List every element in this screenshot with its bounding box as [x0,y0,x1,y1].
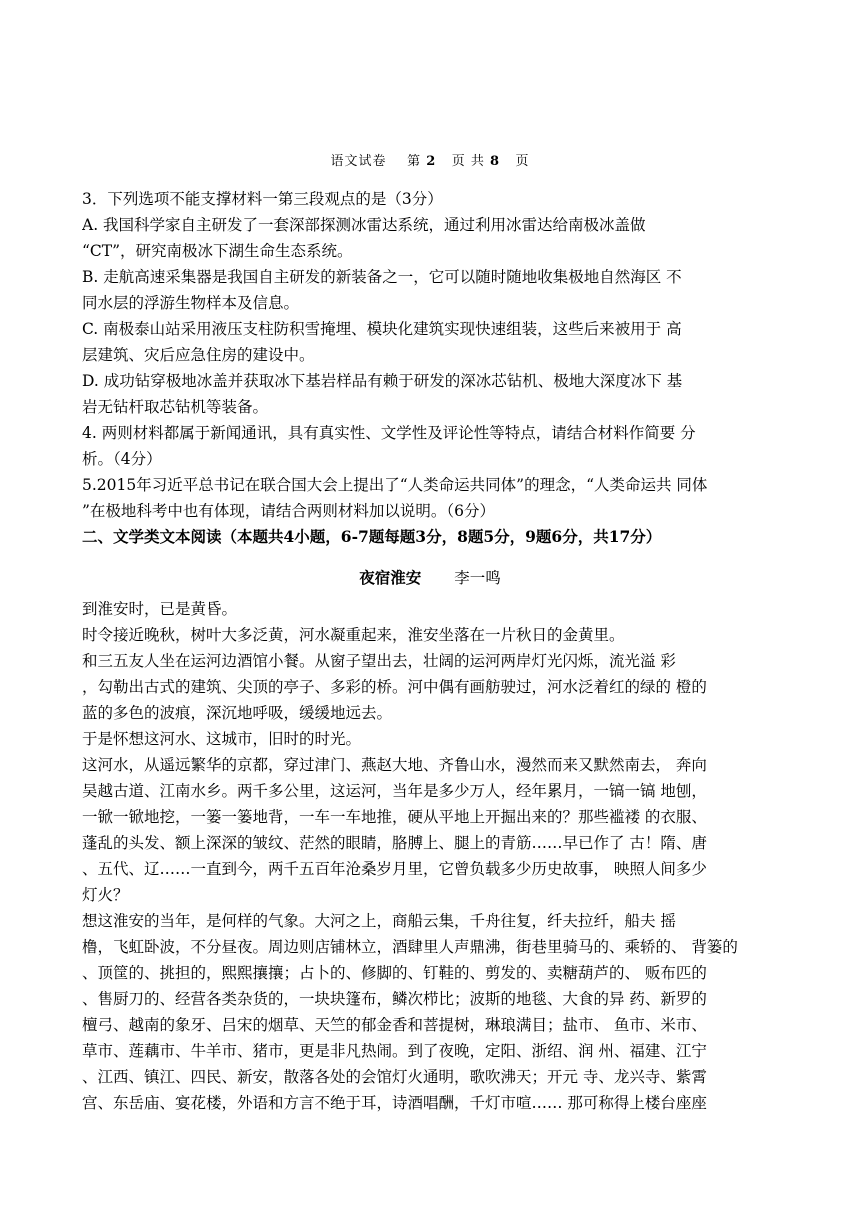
header-subject: 语文试卷 [330,154,387,169]
article-line: 蓝的多色的波痕，深沉地呼吸，缓缓地远去。 [82,704,393,722]
article-author: 李一鸣 [454,569,501,587]
article-line: 宫、东岳庙、宴花楼，外语和方言不绝于耳，诗酒唱酬，千灯市喧…… 那可称得上楼台座座 [82,1094,707,1112]
header-page-word3: 页 [515,154,530,169]
question-line: “CT”，研究南极冰下湖生命生态系统。 [82,242,353,260]
question-line: 岩无钻杆取芯钻机等装备。 [82,398,269,416]
page-header [0,150,860,169]
article-line: 草市、莲藕市、牛羊市、猪市，更是非凡热闹。到了夜晚，定阳、浙绍、润 州、福建、江宁 [82,1042,707,1060]
question-line: 4. 两则材料都属于新闻通讯，具有真实性、文学性及评论性等特点，请结合材料作简要 分 [82,424,696,442]
article-line: 吴越古道、江南水乡。两千多公里，这运河，当年是多少万人，经年累月，一镐一镐 地刨， [82,782,707,800]
question-line: 层建筑、灾后应急住房的建设中。 [82,346,315,364]
question-line: 5.2015年习近平总书记在联合国大会上提出了“人类命运共同体”的理念，“人类命运共 同体 [82,476,708,494]
article-line: 檀弓、越南的象牙、吕宋的烟草、天竺的郁金香和菩提树，琳琅满目；盐市、 鱼市、米市、 [82,1016,707,1034]
question-line: A. 我国科学家自主研发了一套深部探测冰雷达系统，通过利用冰雷达给南极冰盖做 [82,216,646,234]
article-line: 这河水，从遥远繁华的京都，穿过津门、燕赵大地、齐鲁山水，漫然而来又默然南去， 奔向 [82,756,707,774]
question-line: ”在极地科考中也有体现，请结合两则材料加以说明。（6分） [82,502,496,520]
question-line: D. 成功钻穿极地冰盖并获取冰下基岩样品有赖于研发的深冰芯钻机、极地大深度冰下 基 [82,372,683,390]
article-line: 、顶筐的、挑担的，熙熙攘攘；占卜的、修脚的、钉鞋的、剪发的、卖糖葫芦的、 贩布匹的 [82,964,707,982]
article-line: 时令接近晚秋，树叶大多泛黄，河水凝重起来，淮安坐落在一片秋日的金黄里。 [82,626,625,644]
section-heading: 二、文学类文本阅读（本题共4小题，6-7题每题3分，8题5分，9题6分，共17分） [82,527,662,546]
article-line: 、五代、辽……一直到今，两千五百年沧桑岁月里，它曾负载多少历史故事， 映照人间多少 [82,860,707,878]
header-total-num: 8 [489,154,501,169]
article-line: 到淮安时，已是黄昏。 [82,600,238,618]
question-line: 同水层的浮游生物样本及信息。 [82,294,300,312]
article-line: 想这淮安的当年，是何样的气象。大河之上，商船云集，千舟往复，纤夫拉纤，船夫 摇 [82,912,676,930]
question-line: 析。（4分） [82,450,162,468]
header-page-num: 2 [426,154,437,169]
article-line: 和三五友人坐在运河边酒馆小餐。从窗子望出去，壮阔的运河两岸灯光闪烁，流光溢 彩 [82,652,676,670]
article-line: ，勾勒出古式的建筑、尖顶的亭子、多彩的桥。河中偶有画舫驶过，河水泛着红的绿的 橙的 [82,678,707,696]
header-page-word1: 第 [407,154,422,169]
header-page-word2: 页 共 [451,154,485,169]
article-line: 于是怀想这河水、这城市，旧时的时光。 [82,730,362,748]
article-line: 橹，飞虹卧波，不分昼夜。周边则店铺林立，酒肆里人声鼎沸，街巷里骑马的、乘轿的、 背篓的 [82,938,738,956]
article-line: 、江西、镇江、四民、新安，散落各处的会馆灯火通明，歌吹沸天；开元 寺、龙兴寺、紫霄 [82,1068,707,1086]
question-line: C. 南极泰山站采用液压支柱防积雪掩埋、模块化建筑实现快速组装，这些后来被用于 高 [82,320,682,338]
article-line: 蓬乱的头发、额上深深的皱纹、茫然的眼睛，胳膊上、腿上的青筋……早已作了 古！隋、唐 [82,834,707,852]
article-line: 灯火？ [82,886,129,904]
article-title-line [0,566,860,588]
article-body [82,596,782,1116]
question-line: 3．下列选项不能支撑材料一第三段观点的是（3分） [82,190,443,208]
article-title: 夜宿淮安 [359,568,422,587]
question-line: B. 走航高速采集器是我国自主研发的新装备之一，它可以随时随地收集极地自然海区 不 [82,268,682,286]
article-line: 一锨一锨地挖，一篓一篓地背，一车一车地推，硬从平地上开掘出来的？那些褴褛 的衣服、 [82,808,707,826]
article-line: 、售厨刀的、经营各类杂货的，一块块篷布，鳞次栉比；波斯的地毯、大食的异 药、新罗的 [82,990,707,1008]
questions-block [82,186,782,550]
